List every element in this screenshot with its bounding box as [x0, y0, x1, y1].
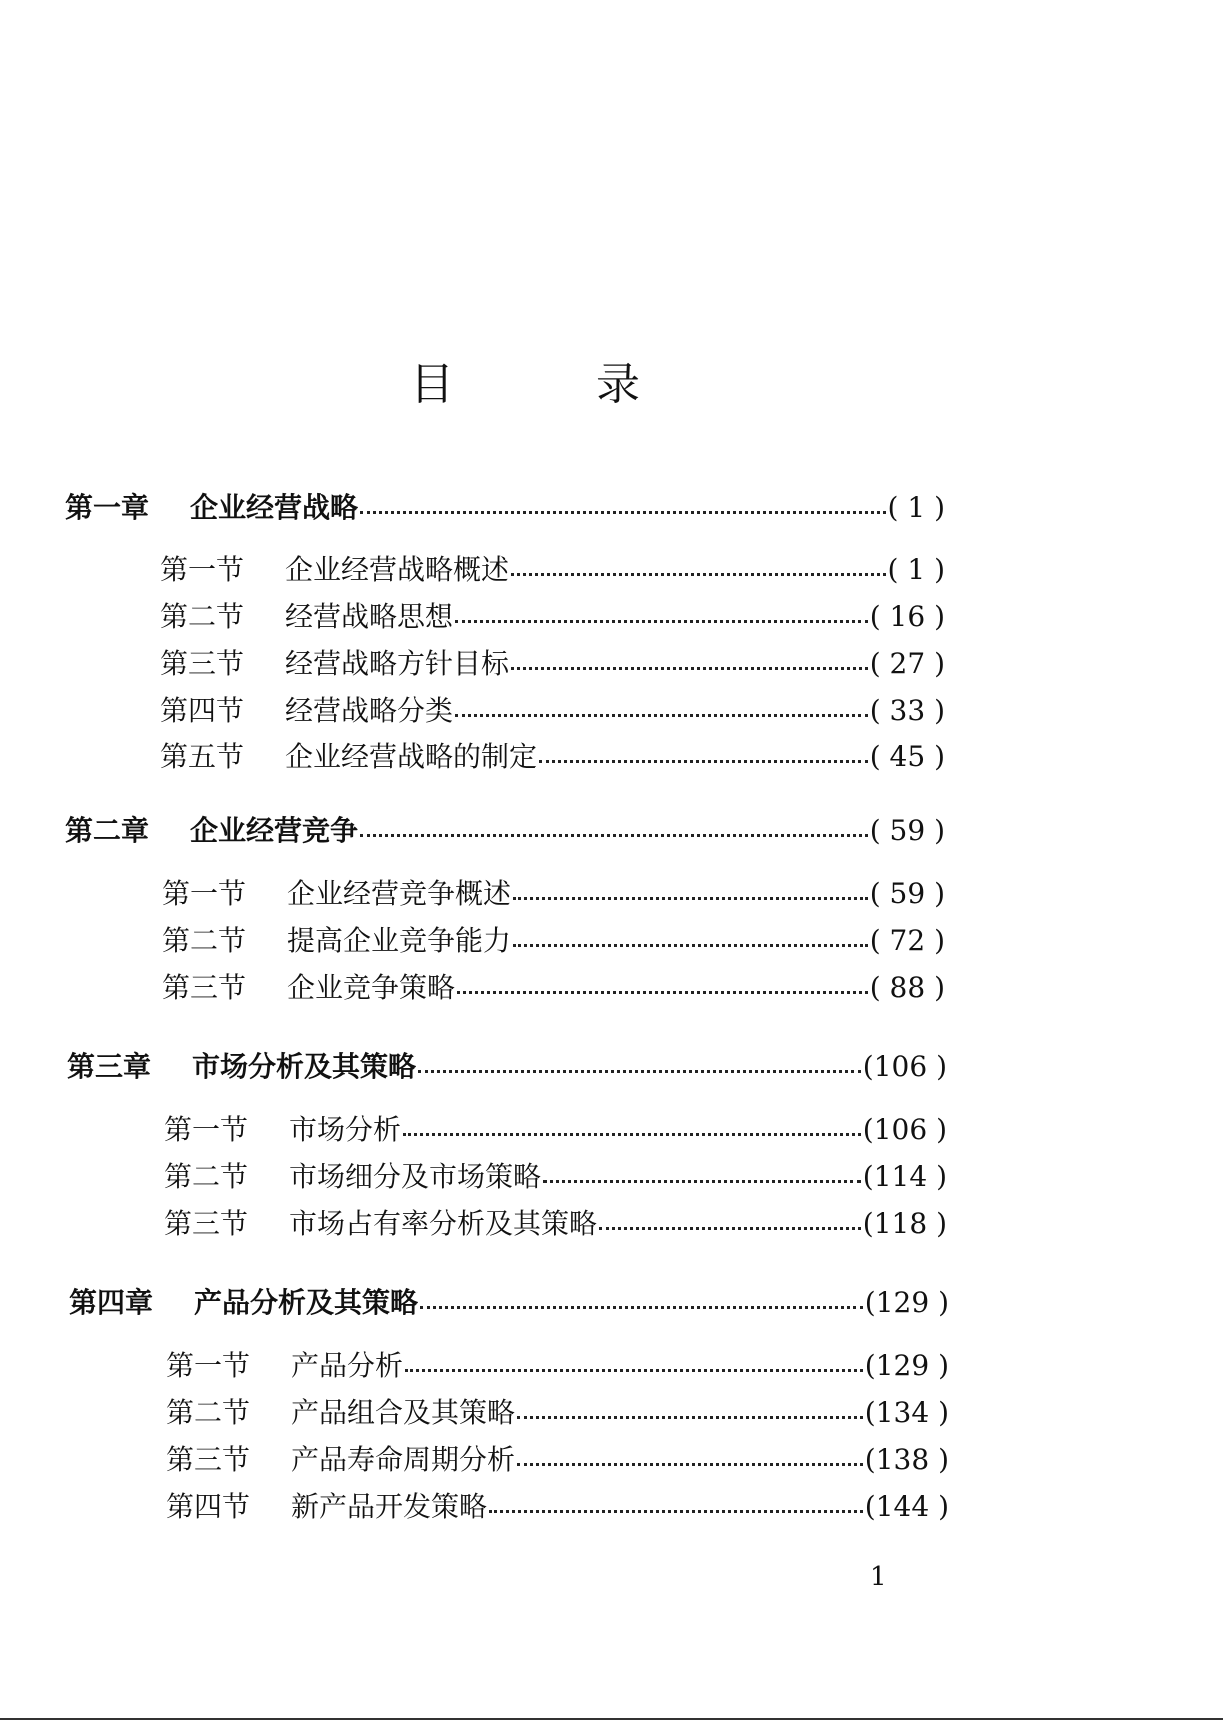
- toc-section[interactable]: [166, 1346, 949, 1386]
- dot-leader: [511, 644, 868, 684]
- toc-chapter-4[interactable]: [69, 1283, 949, 1323]
- dot-leader: [405, 1346, 863, 1386]
- section-page: ( 59 ): [869, 877, 945, 910]
- dot-leader: [455, 691, 868, 731]
- section-label: 第二节: [160, 600, 245, 633]
- dot-leader: [517, 1393, 863, 1433]
- chapter-name: 企业经营战略: [190, 491, 359, 524]
- section-name: 产品分析: [291, 1349, 404, 1382]
- section-label: 第二节: [162, 924, 247, 957]
- toc-section[interactable]: [164, 1204, 947, 1244]
- section-name: 企业经营战略概述: [285, 553, 510, 586]
- toc-section[interactable]: [160, 691, 945, 731]
- toc-title: [410, 355, 640, 415]
- section-page: ( 1 ): [887, 553, 945, 586]
- section-label: 第二节: [166, 1396, 251, 1429]
- section-name: 市场分析: [289, 1113, 402, 1146]
- chapter-page: (129 ): [864, 1286, 949, 1319]
- section-label: 第一节: [162, 877, 247, 910]
- section-page: ( 33 ): [869, 694, 945, 727]
- dot-leader: [539, 737, 868, 777]
- chapter-label: 第一章: [65, 491, 150, 524]
- dot-leader: [403, 1110, 861, 1150]
- section-page: ( 45 ): [869, 740, 945, 773]
- section-name: 企业经营竞争概述: [287, 877, 512, 910]
- dot-leader: [513, 874, 868, 914]
- dot-leader: [420, 1283, 863, 1323]
- toc-section[interactable]: [166, 1487, 949, 1527]
- section-label: 第一节: [160, 553, 245, 586]
- chapter-name: 企业经营竞争: [190, 814, 359, 847]
- toc-title-char: 录: [596, 359, 640, 410]
- section-page: (106 ): [862, 1113, 947, 1146]
- dot-leader: [599, 1204, 861, 1244]
- section-name: 经营战略思想: [285, 600, 454, 633]
- section-name: 经营战略方针目标: [285, 647, 510, 680]
- section-page: (144 ): [864, 1490, 949, 1523]
- toc-chapter-1[interactable]: [65, 488, 945, 528]
- section-name: 市场占有率分析及其策略: [289, 1207, 598, 1240]
- chapter-label: 第三章: [67, 1050, 152, 1083]
- chapter-name: 产品分析及其策略: [194, 1286, 419, 1319]
- toc-section[interactable]: [162, 921, 945, 961]
- dot-leader: [511, 550, 886, 590]
- toc-section[interactable]: [164, 1110, 947, 1150]
- section-label: 第三节: [164, 1207, 249, 1240]
- toc-section[interactable]: [160, 737, 945, 777]
- section-page: ( 88 ): [869, 971, 945, 1004]
- toc-section[interactable]: [164, 1157, 947, 1197]
- toc-section[interactable]: [162, 874, 945, 914]
- section-name: 企业竞争策略: [287, 971, 456, 1004]
- section-page: ( 16 ): [869, 600, 945, 633]
- toc-section[interactable]: [166, 1393, 949, 1433]
- section-label: 第一节: [164, 1113, 249, 1146]
- section-page: (129 ): [864, 1349, 949, 1382]
- section-label: 第三节: [162, 971, 247, 1004]
- section-name: 产品组合及其策略: [291, 1396, 516, 1429]
- section-name: 企业经营战略的制定: [285, 740, 538, 773]
- dot-leader: [418, 1047, 861, 1087]
- toc-section[interactable]: [166, 1440, 949, 1480]
- page-number: 1: [870, 1562, 887, 1592]
- section-label: 第四节: [160, 694, 245, 727]
- scan-edge-line: [0, 1718, 1223, 1720]
- section-page: ( 72 ): [869, 924, 945, 957]
- section-page: (118 ): [862, 1207, 947, 1240]
- dot-leader: [360, 488, 886, 528]
- toc-section[interactable]: [160, 550, 945, 590]
- chapter-page: (106 ): [862, 1050, 947, 1083]
- dot-leader: [455, 597, 868, 637]
- section-label: 第四节: [166, 1490, 251, 1523]
- section-page: (114 ): [862, 1160, 947, 1193]
- toc-section[interactable]: [160, 597, 945, 637]
- toc-chapter-3[interactable]: [67, 1047, 947, 1087]
- section-page: ( 27 ): [869, 647, 945, 680]
- toc-section[interactable]: [162, 968, 945, 1008]
- section-name: 产品寿命周期分析: [291, 1443, 516, 1476]
- section-label: 第二节: [164, 1160, 249, 1193]
- dot-leader: [517, 1440, 863, 1480]
- section-name: 市场细分及市场策略: [289, 1160, 542, 1193]
- toc-chapter-2[interactable]: [65, 811, 945, 851]
- chapter-page: ( 59 ): [869, 814, 945, 847]
- chapter-page: ( 1 ): [887, 491, 945, 524]
- section-label: 第三节: [166, 1443, 251, 1476]
- dot-leader: [513, 921, 868, 961]
- section-label: 第五节: [160, 740, 245, 773]
- section-name: 提高企业竞争能力: [287, 924, 512, 957]
- dot-leader: [489, 1487, 863, 1527]
- toc-title-char: 目: [410, 359, 454, 410]
- section-page: (138 ): [864, 1443, 949, 1476]
- dot-leader: [543, 1157, 861, 1197]
- section-name: 经营战略分类: [285, 694, 454, 727]
- chapter-label: 第四章: [69, 1286, 154, 1319]
- section-label: 第三节: [160, 647, 245, 680]
- toc-section[interactable]: [160, 644, 945, 684]
- section-name: 新产品开发策略: [291, 1490, 488, 1523]
- section-page: (134 ): [864, 1396, 949, 1429]
- chapter-label: 第二章: [65, 814, 150, 847]
- dot-leader: [457, 968, 868, 1008]
- section-label: 第一节: [166, 1349, 251, 1382]
- chapter-name: 市场分析及其策略: [192, 1050, 417, 1083]
- dot-leader: [360, 811, 868, 851]
